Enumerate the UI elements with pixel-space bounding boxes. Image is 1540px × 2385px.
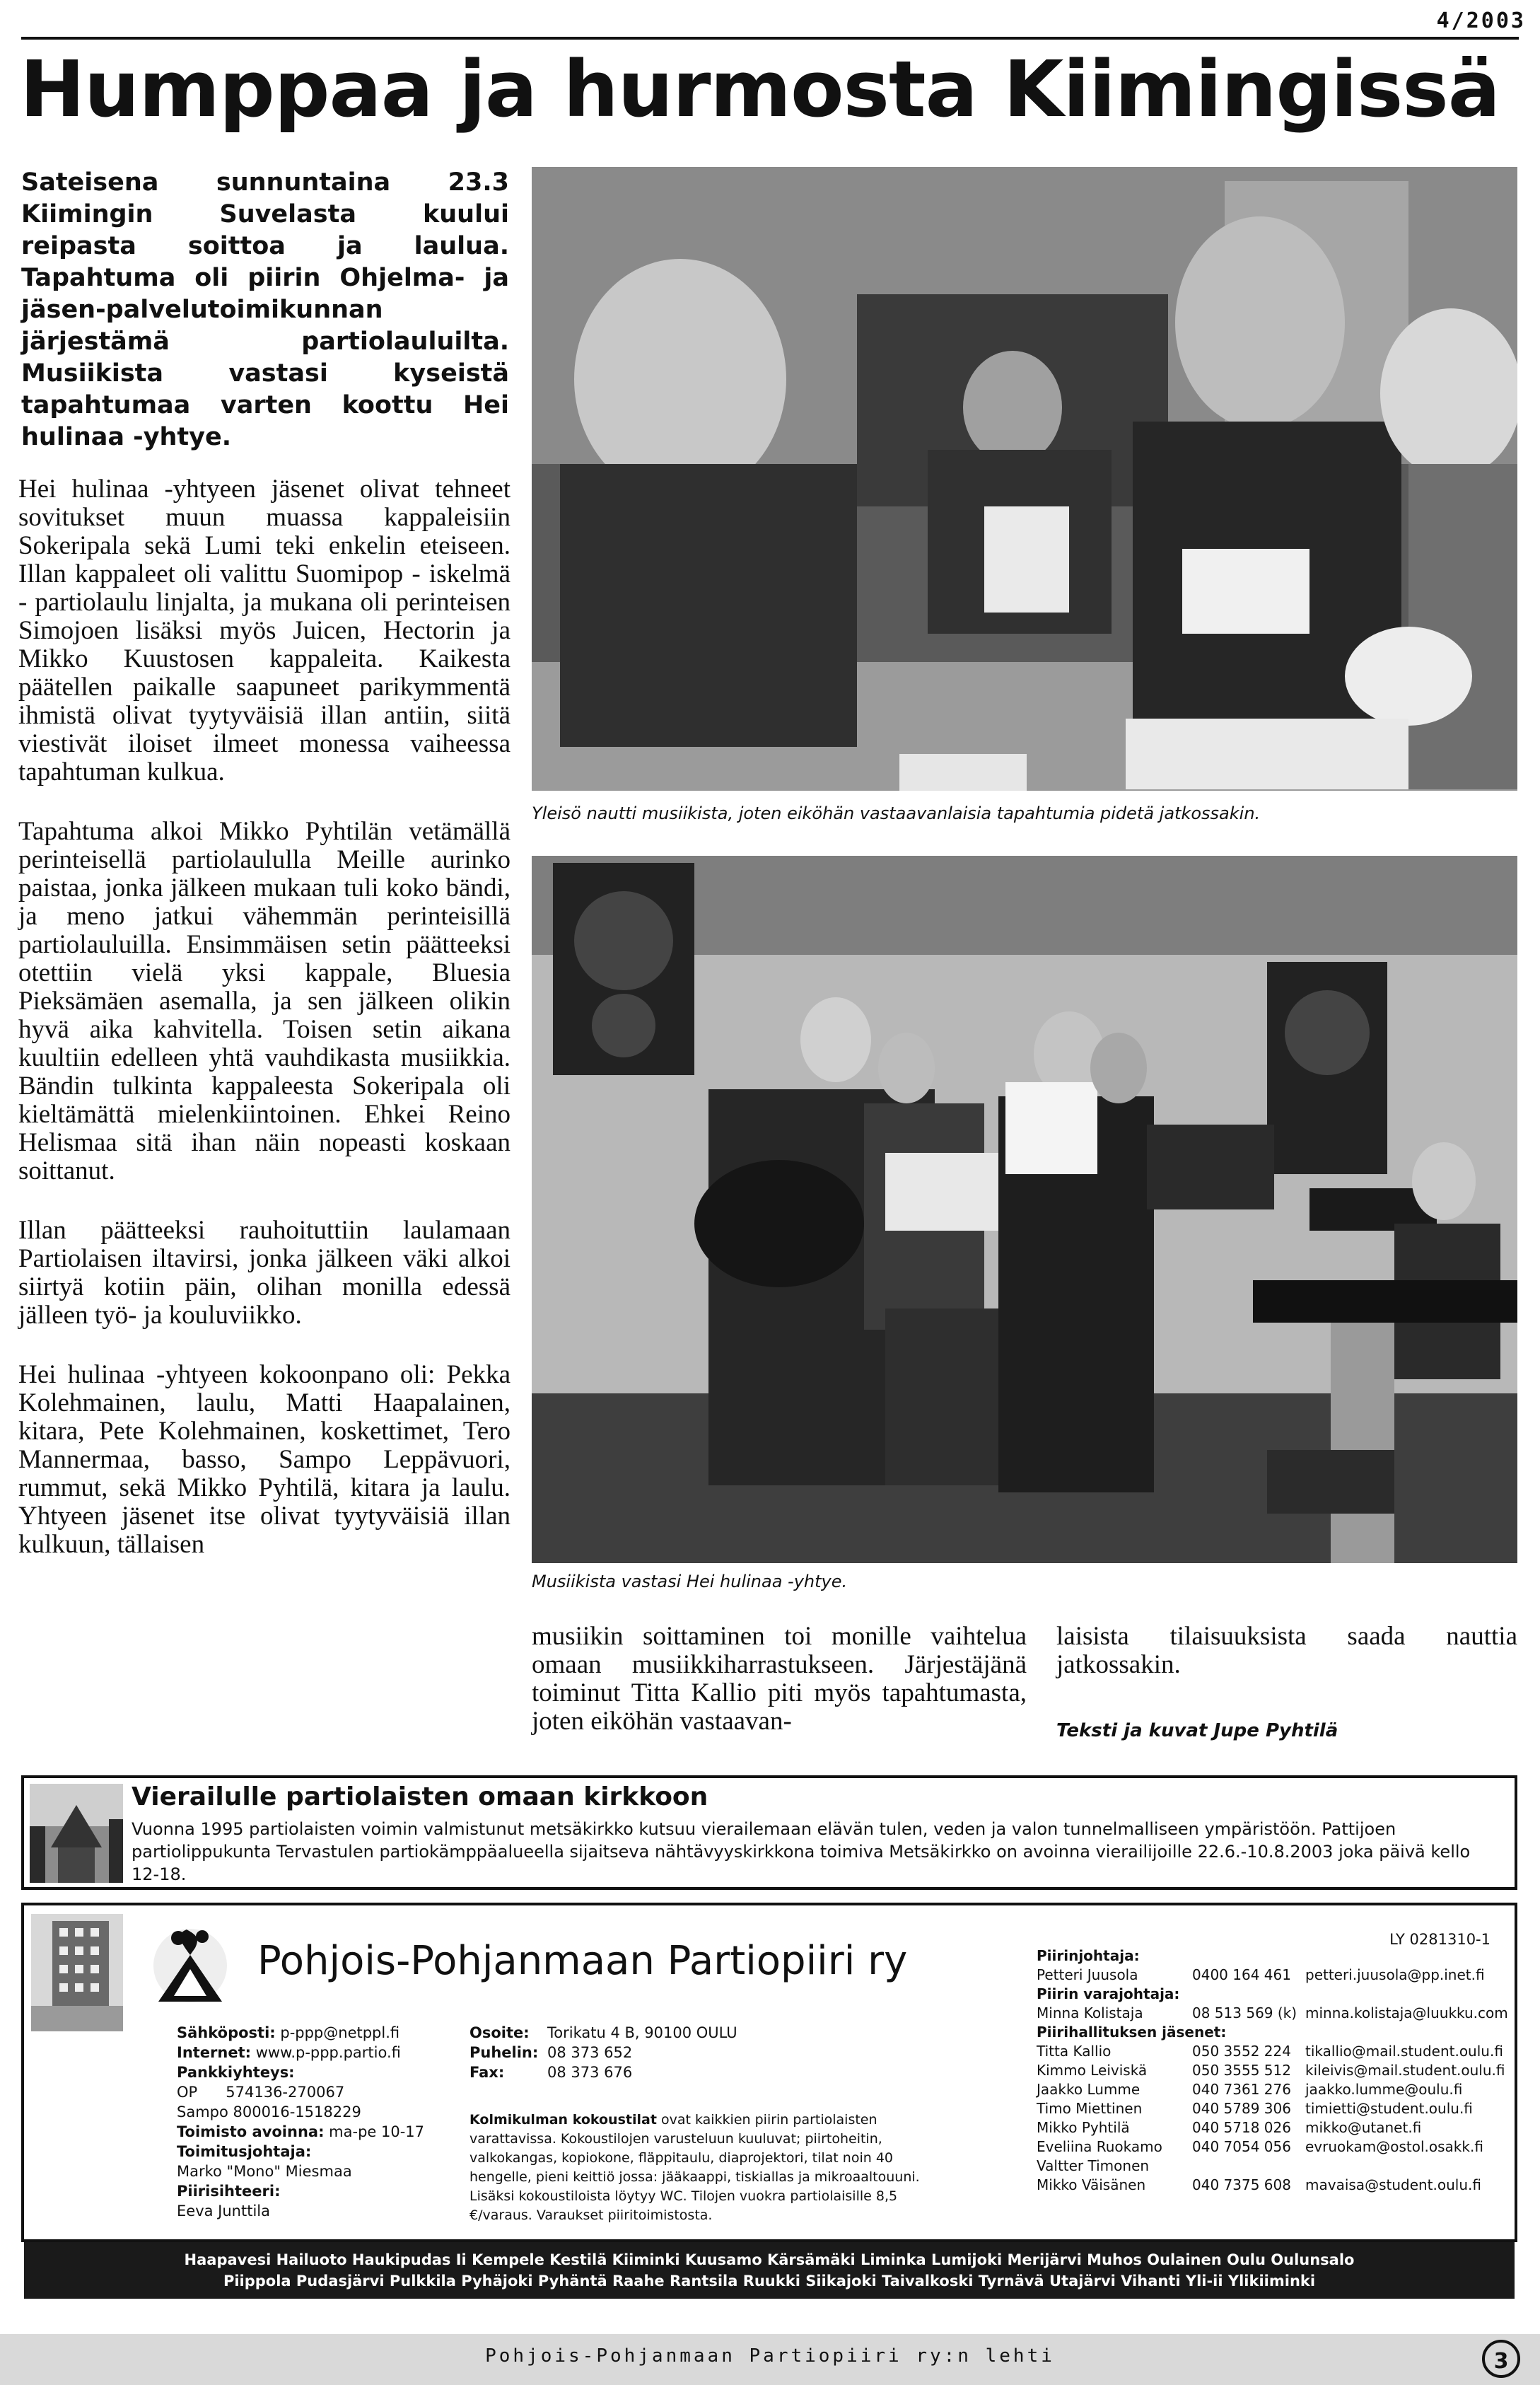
body-paragraph-5: musiikin soittaminen toi monille vaihtelua omaan musiikkiharrastukseen. Järjestäjänä toiminut Titta Kallio piti myös tapahtumasta, joten eiköhän vastaavan- <box>532 1622 1027 1736</box>
board-row: Mikko Väisänen 040 7375 608 mavaisa@student.oulu.fi <box>1037 2176 1481 2193</box>
byline: Teksti ja kuvat Jupe Pyhtilä <box>1056 1720 1338 1741</box>
contact-ceo-label: Toimitusjohtaja: <box>177 2143 312 2160</box>
body-paragraph-6: laisista tilaisuuksista saada nauttia jatkossakin. <box>1056 1622 1517 1679</box>
board-row: Titta Kallio 050 3552 224 tikallio@mail.student.oulu.fi <box>1037 2043 1503 2060</box>
article-column-left <box>18 475 511 1590</box>
board-row: Petteri Juusola 0400 164 461 petteri.juusola@pp.inet.fi <box>1037 1966 1485 1983</box>
contact-hours-row: Toimisto avoinna: ma-pe 10-17 <box>177 2123 425 2140</box>
contact-bank-label: Pankkiyhteys: <box>177 2064 295 2081</box>
board-row: Valtter Timonen <box>1037 2157 1150 2174</box>
kolmikulma-line: €/varaus. Varaukset piiritoimistosta. <box>469 2207 713 2223</box>
phone-row: Puhelin: 08 373 652 <box>469 2044 633 2061</box>
contact-op-row: OP 574136-270067 <box>177 2084 345 2101</box>
lead-paragraph: Sateisena sunnuntaina 23.3 Kiimingin Suvelasta kuului reipasta soittoa ja laulua. Tapahtuma oli piirin Ohjelma- ja jäsen-palvelutoimikunnan järjestämä partiolauluilta. Musiikista vastasi kyseistä tapahtumaa varten koottu Hei hulinaa -yhtye. <box>21 168 509 451</box>
address-row: Osoite: Torikatu 4 B, 90100 OULU <box>469 2024 737 2041</box>
footer-title: Pohjois-Pohjanmaan Partiopiiri ry:n lehti <box>485 2345 1055 2367</box>
varajohtaja-label: Piirin varajohtaja: <box>1037 1985 1180 2002</box>
body-paragraph-3: Illan päätteeksi rauhoituttiin laulamaan Partiolaisen iltavirsi, jonka jälkeen väki alkoi siirtyä kotiin päin, olihan monilla edessä jälleen työ- ja kouluviikko. <box>18 1216 511 1330</box>
contact-secretary-name: Eeva Junttila <box>177 2203 270 2219</box>
hallitus-label: Piirihallituksen jäsenet: <box>1037 2024 1227 2041</box>
contact-ceo-name: Marko "Mono" Miesmaa <box>177 2163 352 2180</box>
kolmikulma-line: varattavissa. Kokoustilojen varusteluun kuuluvat; piirtoheitin, <box>469 2131 882 2147</box>
photo-audience <box>532 167 1517 791</box>
board-block <box>1037 1946 1508 2195</box>
church-photo <box>30 1784 123 1883</box>
kolmikulma-line: Lisäksi kokoustiloista löytyy WC. Tilojen vuokra partiolaisille 8,5 <box>469 2188 898 2204</box>
municipalities-band <box>24 2242 1515 2299</box>
board-row: Timo Miettinen 040 5789 306 timietti@student.oulu.fi <box>1037 2100 1473 2117</box>
issue-number: 4/2003 <box>1436 8 1526 33</box>
board-row: Jaakko Lumme 040 7361 276 jaakko.lumme@oulu.fi <box>1037 2081 1463 2098</box>
kolmikulma-title: Kolmikulman kokoustilat <box>469 2112 657 2128</box>
church-box-text: Vuonna 1995 partiolaisten voimin valmistunut metsäkirkko kutsuu vierailemaan elävän tulen, veden ja valon tunnelmalliseen ympäristöön. Pattijoen partiolippukunta Tervastulen partiokämppäalueella sijaitseva nähtävyyskirkkona toimiva Metsäkirkko on avoinna vierailijoille 22.6.-10.8.2003 joka päivä kello 12-18. <box>132 1819 1471 1884</box>
body-paragraph-2: Tapahtuma alkoi Mikko Pyhtilän vetämällä perinteisellä partiolaululla Meille aurinko paistaa, jonka jälkeen mukaan tuli koko bändi, ja meno jatkui vähemmän perinteisillä partiolauluilla. Ensimmäisen setin päätteeksi otettiin vielä yksi kappale, Bluesia Pieksämäen asemalla, ja sen jälkeen olikin hyvä aika kahvitella. Toisen setin aikana kuultiin edelleen yhtä vauhdikasta musiikkia. Bändin tulkinta kappaleesta Sokeripala oli kieltämättä mielenkiintoinen. Ehkei Reino Helismaa sitä ihan näin nopeasti koskaan soittanut. <box>18 817 511 1185</box>
body-paragraph-1: Hei hulinaa -yhtyeen jäsenet olivat tehneet sovitukset muun muassa kappaleisiin Sokeripala sekä Lumi teki enkelin eteiseen. Illan kappaleet oli valittu Suomipop - iskelmä - partiolaulu linjalta, ja mukana oli perinteisen Simojoen lisäksi myös Juicen, Hectorin ja Mikko Kuustosen kappaleita. Kaikesta päätellen paikalle saapuneet parikymmentä ihmistä olivat tyytyväisiä illan antiin, siitä viestivät iloiset ilmeet monessa vaiheessa tapahtuman kulkua. <box>18 475 511 787</box>
page-number: 3 <box>1482 2340 1520 2378</box>
top-rule <box>21 37 1519 40</box>
contact-internet-row: Internet: www.p-ppp.partio.fi <box>177 2044 401 2061</box>
kolmikulma-line: ovat kaikkien piirin partiolaisten <box>660 2112 877 2128</box>
org-name: Pohjois-Pohjanmaan Partiopiiri ry <box>257 1938 908 1984</box>
municipalities-line: Haapavesi Hailuoto Haukipudas Ii Kempele Kestilä Kiiminki Kuusamo Kärsämäki Liminka Lumijoki Merijärvi Muhos Oulainen Oulu Oulunsalo <box>184 2251 1355 2268</box>
contact-left-block <box>177 2023 424 2221</box>
church-box-title: Vierailulle partiolaisten omaan kirkkoon <box>132 1782 708 1811</box>
church-box <box>21 1775 1517 1890</box>
kolmikulma-block <box>469 2111 920 2225</box>
kolmikulma-line: valkokangas, kopiokone, fläppitaulu, diaprojektori, tilat noin 40 <box>469 2150 893 2166</box>
board-row: Minna Kolistaja 08 513 569 (k) minna.kolistaja@luukku.com <box>1037 2004 1508 2021</box>
board-row: Kimmo Leiviskä 050 3555 512 kileivis@mail.student.oulu.fi <box>1037 2062 1505 2079</box>
org-box <box>21 1903 1517 2242</box>
contact-secretary-label: Piirisihteeri: <box>177 2183 281 2200</box>
photo-band-caption: Musiikista vastasi Hei hulinaa -yhtye. <box>532 1572 848 1591</box>
contact-sampo-row: Sampo 800016-1518229 <box>177 2103 361 2120</box>
piirinjohtaja-label: Piirinjohtaja: <box>1037 1947 1140 1964</box>
fax-row: Fax: 08 373 676 <box>469 2064 633 2081</box>
contact-email-row: Sähköposti: p-ppp@netppl.fi <box>177 2024 400 2041</box>
board-row: Mikko Pyhtilä 040 5718 026 mikko@utanet.fi <box>1037 2119 1422 2136</box>
photo-audience-caption: Yleisö nautti musiikista, joten eiköhän vastaavanlaisia tapahtumia pidetä jatkossakin. <box>532 803 1261 823</box>
municipalities-line: Piippola Pudasjärvi Pulkkila Pyhäjoki Pyhäntä Raahe Rantsila Ruukki Siikajoki Taivalkoski Tyrnävä Utajärvi Vihanti Yli-ii Ylikiiminki <box>223 2273 1316 2290</box>
kolmikulma-line: hengelle, pieni keittiö jossa: jääkaappi, tiskiallas ja mikroaaltouuni. <box>469 2169 920 2185</box>
building-photo <box>31 1914 123 2031</box>
photo-band <box>532 856 1517 1563</box>
ly-number: LY 0281310-1 <box>1389 1931 1491 1948</box>
board-row: Eveliina Ruokamo 040 7054 056 evruokam@ostol.osakk.fi <box>1037 2138 1483 2155</box>
partiopiiri-logo <box>151 1927 229 2004</box>
body-paragraph-4: Hei hulinaa -yhtyeen kokoonpano oli: Pekka Kolehmainen, laulu, Matti Haapalainen, kitara, Pete Kolehmainen, koskettimet, Tero Mannermaa, basso, Sampo Leppävuori, rummut, sekä Mikko Pyhtilä, kitara ja laulu. Yhtyeen jäsenet itse olivat tyytyväisiä illan kulkuun, tällaisen <box>18 1360 511 1559</box>
headline: Humppaa ja hurmosta Kiimingissä <box>20 44 1500 134</box>
address-block <box>469 2023 737 2082</box>
